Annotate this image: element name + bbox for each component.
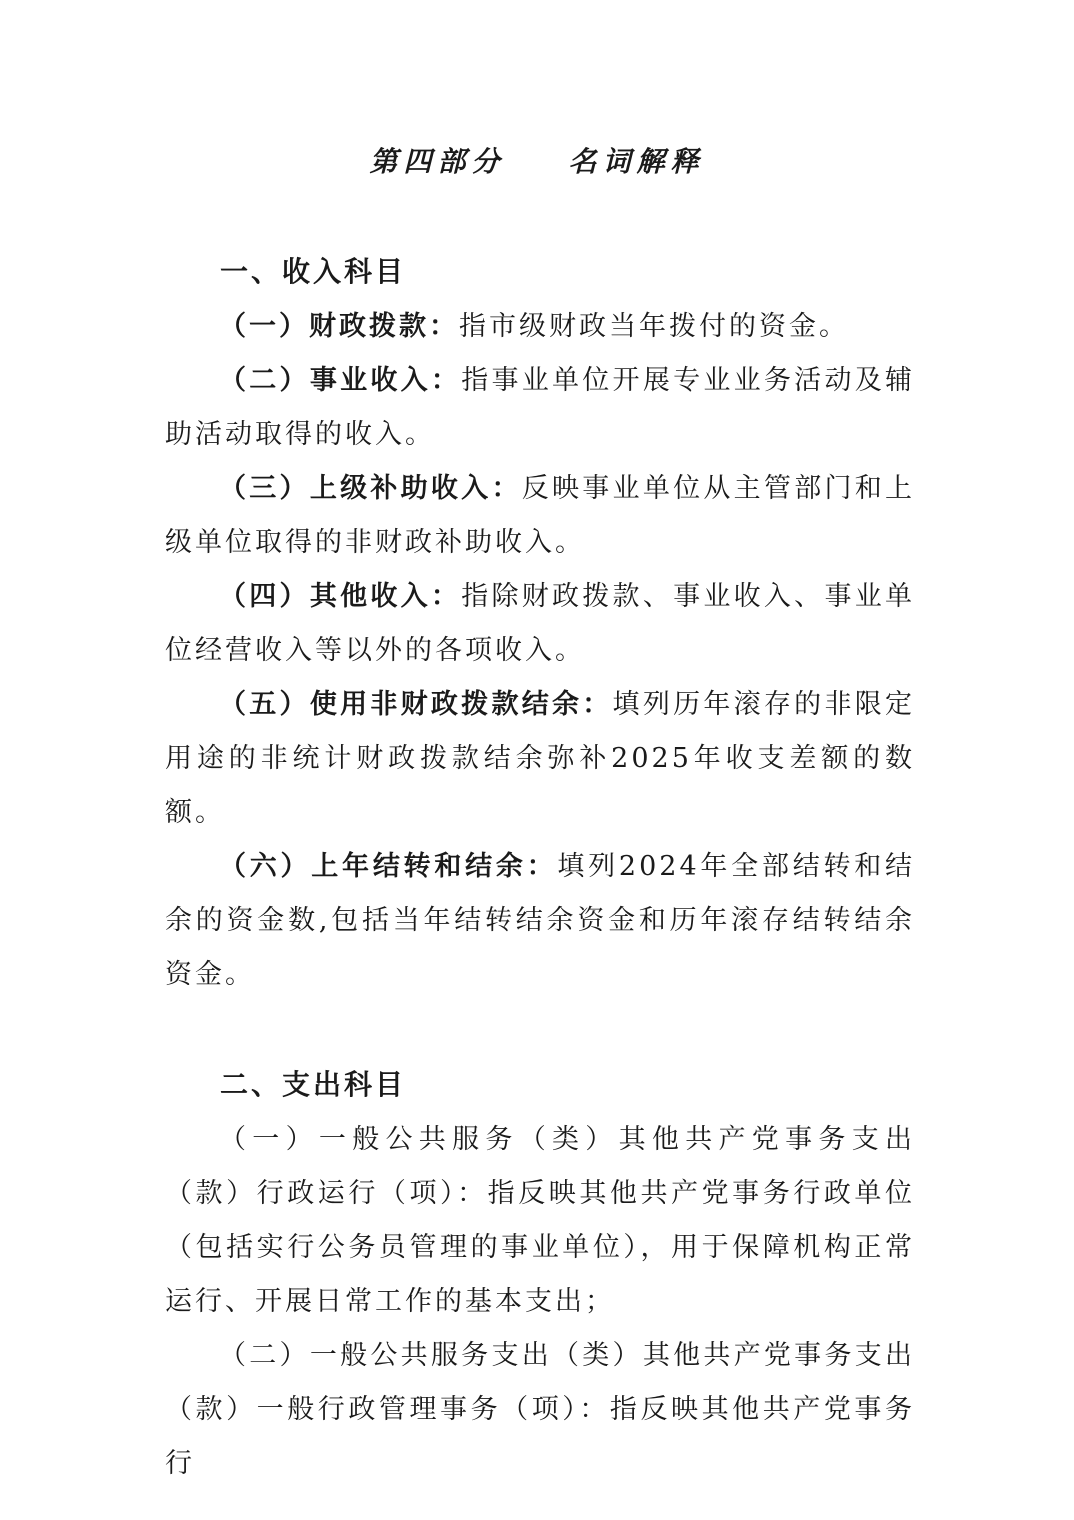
income-definition: 指除财政拨款、事业收入、事业单位经营收入等以外的各项收入。 <box>165 581 916 666</box>
income-term: （四）其他收入： <box>219 581 462 612</box>
income-definition: 填列2024年全部结转和结余的资金数,包括当年结转结余资金和历年滚存结转结余资金。 <box>165 851 915 990</box>
income-term: （三）上级补助收入： <box>219 473 522 504</box>
section-spacer <box>165 1002 915 1056</box>
section-heading-expense: 二、支出科目 <box>220 1068 407 1101</box>
income-term: （一）财政拨款： <box>219 311 459 342</box>
income-definition: 反映事业单位从主管部门和上级单位取得的非财政补助收入。 <box>165 473 916 558</box>
income-item <box>165 300 915 354</box>
income-item <box>165 462 915 570</box>
income-definition: 填列历年滚存的非限定用途的非统计财政拨款结余弥补2025年收支差额的数额。 <box>165 689 916 828</box>
income-item <box>165 840 915 1002</box>
income-term: （五）使用非财政拨款结余： <box>219 689 613 720</box>
page-title: 第四部分 名词解释 <box>369 145 705 178</box>
income-item <box>165 678 915 840</box>
expense-item: （一）一般公共服务（类）其他共产党事务支出（款）行政运行（项）：指反映其他共产党事务行政单位（包括实行公务员管理的事业单位），用于保障机构正常运行、开展日常工作的基本支出； <box>165 1124 915 1317</box>
section-heading-income: 一、收入科目 <box>220 255 407 288</box>
expense-item: （二）一般公共服务支出（类）其他共产党事务支出（款）一般行政管理事务（项）：指反映其他共产党事务行 <box>165 1340 915 1479</box>
income-definition: 指市级财政当年拨付的资金。 <box>459 311 849 342</box>
income-item <box>165 354 915 462</box>
income-item <box>165 570 915 678</box>
income-definition: 指事业单位开展专业业务活动及辅助活动取得的收入。 <box>165 365 916 450</box>
income-term: （六）上年结转和结余： <box>219 851 558 882</box>
document-body <box>165 243 915 1491</box>
income-term: （二）事业收入： <box>219 365 462 396</box>
